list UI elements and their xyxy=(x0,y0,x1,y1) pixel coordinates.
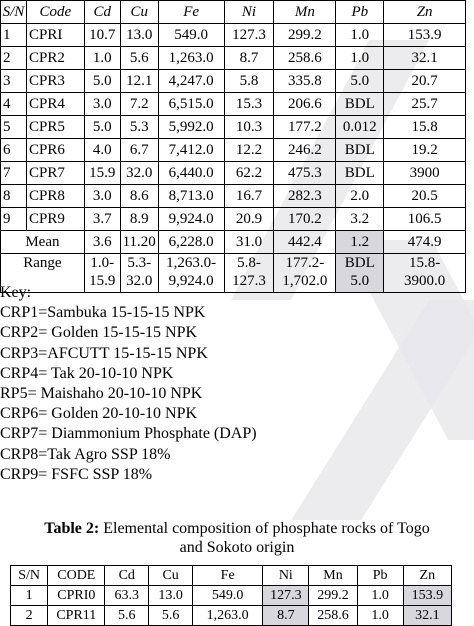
table-cell: 1 xyxy=(11,586,48,606)
header-cell: Ni xyxy=(224,1,274,24)
table-row xyxy=(1,24,466,47)
table-cell: 1.0 xyxy=(357,606,403,626)
range-label: Range xyxy=(1,254,85,293)
table-cell: 1 xyxy=(1,24,27,47)
table2-caption-line2: and Sokoto origin xyxy=(179,539,295,556)
range-cell xyxy=(336,254,384,293)
range-max: 127.3 xyxy=(232,273,266,289)
table-cell: 20.5 xyxy=(384,185,466,208)
header-cell: Cd xyxy=(105,566,149,586)
table-cell: 3 xyxy=(1,70,27,93)
table-cell: CPR3 xyxy=(26,70,84,93)
mean-cell: 3.6 xyxy=(84,231,120,254)
header-cell: Mn xyxy=(274,1,336,24)
mean-cell: 1.2 xyxy=(336,231,384,254)
table-cell: 282.3 xyxy=(274,185,336,208)
range-max: 9,924.0 xyxy=(168,273,214,289)
header-cell: Mn xyxy=(309,566,357,586)
table-cell: 3.0 xyxy=(84,185,120,208)
table-cell: 5.0 xyxy=(84,116,120,139)
mean-cell: 442.4 xyxy=(274,231,336,254)
table-cell: 32.0 xyxy=(120,162,158,185)
table-row xyxy=(1,185,466,208)
table-row xyxy=(1,47,466,70)
table-row xyxy=(1,139,466,162)
table-cell: 170.2 xyxy=(274,208,336,231)
table-row xyxy=(11,586,452,606)
table-cell: 1,263.0 xyxy=(158,47,224,70)
table-cell: 7 xyxy=(1,162,27,185)
table-cell: 127.3 xyxy=(263,586,309,606)
table-row xyxy=(1,162,466,185)
table2-caption-label: Table 2: xyxy=(44,520,100,537)
range-min: 1.0- xyxy=(90,255,115,271)
table-cell: 8.6 xyxy=(120,185,158,208)
table-cell: 4 xyxy=(1,93,27,116)
table-cell: 8,713.0 xyxy=(158,185,224,208)
key-line: CRP1=Sambuka 15-15-15 NPK xyxy=(0,304,206,322)
range-min: 5.3- xyxy=(127,255,152,271)
table2-caption xyxy=(0,519,474,557)
table-cell: 7,412.0 xyxy=(158,139,224,162)
table-cell: 1.0 xyxy=(336,24,384,47)
table-cell: 5.8 xyxy=(224,70,274,93)
header-cell: Cu xyxy=(120,1,158,24)
range-min: 177.2- xyxy=(285,255,325,271)
header-cell: Fe xyxy=(158,1,224,24)
mean-cell: 11.20 xyxy=(120,231,158,254)
table-cell: 206.6 xyxy=(274,93,336,116)
table-cell: 8.9 xyxy=(120,208,158,231)
mean-row xyxy=(1,231,466,254)
table-cell: 20.9 xyxy=(224,208,274,231)
range-cell xyxy=(274,254,336,293)
key-line: RP5= Maishaho 20-10-10 NPK xyxy=(0,385,203,403)
table-cell: BDL xyxy=(336,162,384,185)
table-cell: 19.2 xyxy=(384,139,466,162)
table-cell: 8.7 xyxy=(224,47,274,70)
table-cell: 1.0 xyxy=(84,47,120,70)
table-cell: 8.7 xyxy=(263,606,309,626)
range-cell xyxy=(384,254,466,293)
table-cell: 5.6 xyxy=(120,47,158,70)
table-cell: 549.0 xyxy=(158,24,224,47)
header-cell: Pb xyxy=(336,1,384,24)
table-cell: 2 xyxy=(1,47,27,70)
table-cell: 10.7 xyxy=(84,24,120,47)
table-cell: 1.0 xyxy=(357,586,403,606)
range-max: 1,702.0 xyxy=(282,273,328,289)
header-cell: Pb xyxy=(357,566,403,586)
header-cell: Cu xyxy=(149,566,193,586)
table-cell: 12.1 xyxy=(120,70,158,93)
table-cell: 4.0 xyxy=(84,139,120,162)
table-cell: 20.7 xyxy=(384,70,466,93)
table-cell: 258.6 xyxy=(309,606,357,626)
table-cell: 5,992.0 xyxy=(158,116,224,139)
header-cell: Code xyxy=(26,1,84,24)
table-cell: 258.6 xyxy=(274,47,336,70)
table-cell: 4,247.0 xyxy=(158,70,224,93)
table-cell: 299.2 xyxy=(309,586,357,606)
mean-cell: 6,228.0 xyxy=(158,231,224,254)
table-row xyxy=(1,93,466,116)
table-cell: 6,515.0 xyxy=(158,93,224,116)
table-cell: 299.2 xyxy=(274,24,336,47)
table-cell: 32.1 xyxy=(403,606,451,626)
range-min: 5.8- xyxy=(237,255,261,271)
table-cell: 153.9 xyxy=(403,586,451,606)
table-cell: 7.2 xyxy=(120,93,158,116)
table-cell: 153.9 xyxy=(384,24,466,47)
table-cell: BDL xyxy=(336,139,384,162)
table-cell: 3.7 xyxy=(84,208,120,231)
key-line: CRP9= FSFC SSP 18% xyxy=(0,465,153,483)
header-cell: S/N xyxy=(11,566,48,586)
key-line: CRP7= Diammonium Phosphate (DAP) xyxy=(0,425,257,443)
mean-cell: 31.0 xyxy=(224,231,274,254)
table-cell: CPR6 xyxy=(26,139,84,162)
table-cell: 1.0 xyxy=(336,47,384,70)
table-cell: 15.8 xyxy=(384,116,466,139)
table-cell: 0.012 xyxy=(336,116,384,139)
table-cell: 3.0 xyxy=(84,93,120,116)
table-cell: 6,440.0 xyxy=(158,162,224,185)
table2-caption-text: Elemental composition of phosphate rocks of Togo xyxy=(99,520,430,537)
header-cell: S/N xyxy=(1,1,27,24)
table-cell: 177.2 xyxy=(274,116,336,139)
table-cell: 9,924.0 xyxy=(158,208,224,231)
table-cell: CPR7 xyxy=(26,162,84,185)
table-cell: 10.3 xyxy=(224,116,274,139)
header-cell: CODE xyxy=(48,566,105,586)
header-cell: Cd xyxy=(84,1,120,24)
table-cell: 8 xyxy=(1,185,27,208)
header-cell: Fe xyxy=(193,566,263,586)
range-max: 3900.0 xyxy=(403,273,446,289)
key-line: CRP6= Golden 20-10-10 NPK xyxy=(0,405,198,423)
table-cell: CPRI0 xyxy=(48,586,105,606)
table-cell: 3900 xyxy=(384,162,466,185)
table-cell: 3.2 xyxy=(336,208,384,231)
range-max: 32.0 xyxy=(126,273,153,289)
table-cell: 25.7 xyxy=(384,93,466,116)
elemental-composition-table xyxy=(0,0,466,293)
table-cell: 15.9 xyxy=(84,162,120,185)
table-row xyxy=(1,116,466,139)
table-cell: 63.3 xyxy=(105,586,149,606)
range-min: 1,263.0- xyxy=(166,255,217,271)
table-cell: 2.0 xyxy=(336,185,384,208)
table-cell: CPR8 xyxy=(26,185,84,208)
table-cell: 13.0 xyxy=(149,586,193,606)
table-cell: 5.0 xyxy=(336,70,384,93)
table-cell: 32.1 xyxy=(384,47,466,70)
table-cell: CPR11 xyxy=(48,606,105,626)
range-min: BDL xyxy=(344,255,375,271)
table-cell: 12.2 xyxy=(224,139,274,162)
table-cell: 1,263.0 xyxy=(193,606,263,626)
table-header-row xyxy=(11,566,452,586)
table-row xyxy=(1,70,466,93)
key-line: CRP4= Tak 20-10-10 NPK xyxy=(0,364,174,382)
header-cell: Zn xyxy=(384,1,466,24)
header-cell: Zn xyxy=(403,566,451,586)
table-cell: BDL xyxy=(336,93,384,116)
table-cell: CPR9 xyxy=(26,208,84,231)
table-cell: CPRI xyxy=(26,24,84,47)
mean-cell: 474.9 xyxy=(384,231,466,254)
table-cell: CPR2 xyxy=(26,47,84,70)
table-row xyxy=(1,208,466,231)
key-title: Key: xyxy=(0,284,32,301)
table-cell: CPR4 xyxy=(26,93,84,116)
range-min: 15.8- xyxy=(408,255,441,271)
table-cell: 5.0 xyxy=(84,70,120,93)
table-cell: 127.3 xyxy=(224,24,274,47)
mean-label: Mean xyxy=(1,231,85,254)
header-cell: Ni xyxy=(263,566,309,586)
table-cell: 335.8 xyxy=(274,70,336,93)
table-row xyxy=(11,606,452,626)
table-cell: 5.6 xyxy=(149,606,193,626)
table-cell: 246.2 xyxy=(274,139,336,162)
table-cell: 5.6 xyxy=(105,606,149,626)
table-cell: 549.0 xyxy=(193,586,263,606)
table-cell: 106.5 xyxy=(384,208,466,231)
table-cell: 15.3 xyxy=(224,93,274,116)
table-cell: 5.3 xyxy=(120,116,158,139)
table-cell: 5 xyxy=(1,116,27,139)
range-max: 15.9 xyxy=(89,273,116,289)
key-line: CRP8=Tak Agro SSP 18% xyxy=(0,445,171,463)
table-cell: 9 xyxy=(1,208,27,231)
table-cell: 62.2 xyxy=(224,162,274,185)
table-cell: CPR5 xyxy=(26,116,84,139)
table-cell: 13.0 xyxy=(120,24,158,47)
range-max: 5.0 xyxy=(350,273,370,289)
table-cell: 16.7 xyxy=(224,185,274,208)
table-header-row xyxy=(1,1,466,24)
key-legend xyxy=(0,283,257,485)
table-cell: 6 xyxy=(1,139,27,162)
key-line: CRP3=AFCUTT 15-15-15 NPK xyxy=(0,344,208,362)
table-cell: 2 xyxy=(11,606,48,626)
table-cell: 475.3 xyxy=(274,162,336,185)
key-line: CRP2= Golden 15-15-15 NPK xyxy=(0,324,198,342)
table-cell: 6.7 xyxy=(120,139,158,162)
